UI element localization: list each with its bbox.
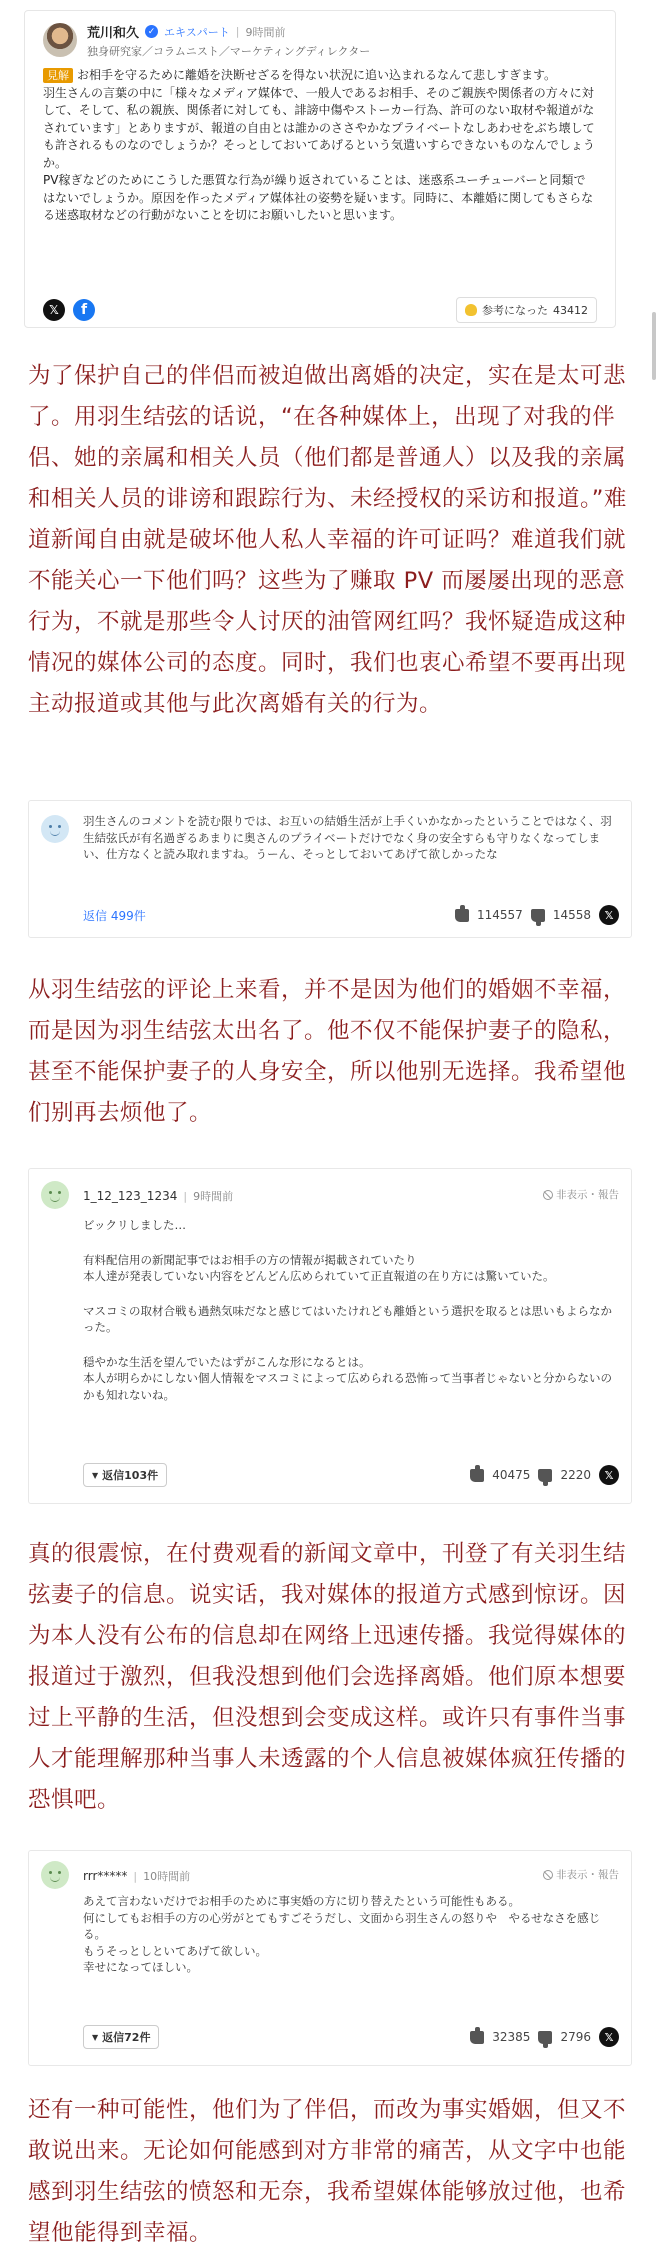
thumbs-up-icon[interactable]: [470, 2031, 484, 2044]
hide-report-label: 非表示・報告: [556, 1869, 619, 1881]
comment-line: あえて言わないだけでお相手のために事実婚の方に切り替えたという可能性もある。: [83, 1894, 520, 1908]
hide-report-button[interactable]: [543, 1867, 619, 1882]
user-comment-card: [28, 800, 632, 938]
comment-line: ビックリしました…: [83, 1218, 187, 1232]
expert-comment-card: [24, 10, 616, 328]
hide-icon: [543, 1190, 553, 1200]
expert-time: 9時間前: [245, 25, 286, 39]
comment-text: [83, 1217, 617, 1403]
user-comment-card: [28, 1850, 632, 2066]
comment-line: 本人が明らかにしない個人情報をマスコミによって広められる恐怖って当事者じゃないと分からないのかも知れないね。: [83, 1371, 612, 1402]
view-tag: 見解: [43, 68, 73, 83]
reply-toggle-button[interactable]: [83, 2025, 159, 2049]
translation-paragraph-2: 从羽生结弦的评论上来看，并不是因为他们的婚姻不幸福，而是因为羽生结弦太出名了。他不仅不能保护妻子的隐私，甚至不能保护妻子的人身安全，所以他别无选择。我希望他们别再去烦他了。: [28, 977, 627, 1126]
comment-line: マスコミの取材合戦も過熱気味だなと感じてはいたけれども離婚という選択を取るとは思いもよらなかった。: [83, 1303, 612, 1334]
expert-paragraph-1: お相手を守るために離婚を決断せざるを得ない状況に追い込まれるなんて悲しすぎます。: [77, 68, 557, 82]
separator: |: [133, 1869, 138, 1883]
downvote-count: 2796: [560, 2030, 591, 2044]
downvote-count: 14558: [552, 908, 591, 922]
user-avatar-icon[interactable]: [41, 1181, 69, 1209]
comment-text: 羽生さんのコメントを読む限りでは、お互いの結婚生活が上手くいかなかったということではなく、羽生結弦氏が有名過ぎるあまりに奥さんのプライベートだけでなく身の安全すらも守りなくなってしまい、仕方なくと読み取れますね。うーん、そっとしておいてあげて欲しかったな: [83, 814, 612, 861]
vote-bar: [470, 2027, 619, 2047]
hide-icon: [543, 1870, 553, 1880]
comment-time: 9時間前: [193, 1190, 234, 1203]
comment-line: 有料配信用の新聞記事ではお相手の方の情報が掲載されていたり: [83, 1252, 417, 1267]
downvote-count: 2220: [560, 1468, 591, 1482]
x-share-icon[interactable]: 𝕏: [599, 1465, 619, 1485]
comment-line: もうそっとしといてあげて欲しい。: [83, 1943, 267, 1958]
thumbs-up-icon[interactable]: [455, 909, 469, 922]
hide-report-label: 非表示・報告: [556, 1189, 619, 1201]
x-share-icon[interactable]: 𝕏: [599, 2027, 619, 2047]
upvote-count: 32385: [492, 2030, 531, 2044]
comment-time: 10時間前: [143, 1870, 191, 1883]
expert-title: 独身研究家／コラムニスト／マーケティングディレクター: [87, 45, 371, 58]
expert-paragraph-2: 羽生さんの言葉の中に「様々なメディア媒体で、一般人であるお相手、そのご親族や関係者の方々に対して、そして、私の親族、関係者に対しても、誹謗中傷やストーカー行為、許可のない取材や報道がなされています」とありますが、報道の自由とは誰かのささやかなプライベートなしあわせをぶち壊しても許されるものなのでしょうか？そっとしておいてあげるという気遣いすらできないものなんでしょうか。: [43, 85, 595, 170]
x-share-icon[interactable]: 𝕏: [43, 299, 65, 321]
user-comment-card: [28, 1168, 632, 1504]
vote-bar: [455, 905, 619, 925]
expert-comment-body: [43, 67, 597, 225]
hide-report-button[interactable]: [543, 1187, 619, 1202]
verified-check-icon: ✓: [145, 25, 158, 38]
translation-paragraph-4: 还有一种可能性，他们为了伴侣，而改为事实婚姻，但又不敢说出来。无论如何能感到对方非常的痛苦，从文字中也能感到羽生结弦的愤怒和无奈，我希望媒体能够放过他，也希望他能得到幸福。: [28, 2097, 627, 2246]
separator: |: [235, 25, 240, 38]
translation-paragraph-1: 为了保护自己的伴侣而被迫做出离婚的决定，实在是太可悲了。用羽生结弦的话说，“在各种媒体上，出现了对我的伴侣、她的亲属和相关人员（他们都是普通人）以及我的亲属和相关人员的诽谤和跟踪行为、未经授权的采访和报道。”难道新闻自由就是破坏他人私人幸福的许可证吗？难道我们就不能关心一下他们吗？这些为了赚取 PV 而屡屡出现的恶意行为，不就是那些令人讨厌的油管网红吗？我怀疑造成这种情况的媒体公司的态度。同时，我们也衷心希望不要再出现主动报道或其他与此次离婚有关的行为。: [28, 363, 627, 717]
helpful-count: 43412: [553, 303, 588, 317]
caret-down-icon: ▼: [92, 2032, 99, 2042]
reply-count-label: 返信103件: [102, 1469, 159, 1482]
expert-paragraph-3: PV稼ぎなどのためにこうした悪質な行為が繰り返されていることは、迷惑系ユーチューバーと同類ではないでしょうか。原因を作ったメディア媒体社の姿勢を疑います。同時に、本離婚に関してもさらなる迷惑取材などの行動がないことを切にお願いしたいと思います。: [43, 173, 594, 222]
facebook-share-icon[interactable]: f: [73, 299, 95, 321]
helpful-button[interactable]: [456, 297, 597, 323]
user-avatar-icon[interactable]: [41, 1861, 69, 1889]
comment-line: 幸せになってほしい。: [83, 1960, 198, 1974]
expert-avatar[interactable]: [43, 23, 77, 57]
expert-meta: [87, 23, 370, 59]
thumbs-down-icon[interactable]: [538, 1469, 552, 1482]
comment-author[interactable]: rrr*****: [83, 1869, 128, 1883]
expert-footer: [43, 297, 597, 323]
comment-text: [83, 1893, 617, 1976]
thumbs-down-icon[interactable]: [538, 2031, 552, 2044]
caret-down-icon: ▼: [92, 1470, 99, 1480]
comment-header: [83, 1188, 233, 1204]
share-buttons: [43, 299, 95, 321]
comment-line: 穏やかな生活を望んでいたはずがこんな形になるとは。: [83, 1354, 371, 1369]
translation-paragraph-3: 真的很震惊，在付费观看的新闻文章中，刊登了有关羽生结弦妻子的信息。说实话，我对媒体的报道方式感到惊讶。因为本人没有公布的信息却在网络上迅速传播。我觉得媒体的报道过于激烈，但我没想到他们会选择离婚。他们原本想要过上平静的生活，但没想到会变成这样。或许只有事件当事人才能理解那种当事人未透露的个人信息被媒体疯狂传播的恐惧吧。: [28, 1541, 627, 1813]
lightbulb-icon: [465, 304, 477, 316]
expert-header: [43, 23, 597, 63]
separator: |: [183, 1189, 188, 1203]
comment-line: 本人達が発表していない内容をどんどん広められていて正直報道の在り方には驚いていた。: [83, 1269, 555, 1283]
helpful-label: 参考になった: [482, 304, 548, 317]
user-avatar-icon[interactable]: [41, 815, 69, 843]
expert-name[interactable]: 荒川和久: [87, 26, 140, 41]
upvote-count: 114557: [477, 908, 523, 922]
reply-toggle-button[interactable]: [83, 1463, 167, 1487]
comment-author[interactable]: 1_12_123_1234: [83, 1189, 178, 1203]
expert-badge: エキスパート: [164, 25, 230, 39]
comment-header: [83, 1868, 190, 1884]
vote-bar: [470, 1465, 619, 1485]
reply-link[interactable]: 返信 499件: [83, 909, 146, 923]
reply-count-label: 返信72件: [102, 2031, 151, 2044]
thumbs-up-icon[interactable]: [470, 1469, 484, 1482]
upvote-count: 40475: [492, 1468, 531, 1482]
comment-line: 何にしてもお相手の方の心労がとてもすごそうだし、文面から羽生さんの怒りや やるせなさを感じる。: [83, 1910, 601, 1941]
scrollbar-thumb[interactable]: [652, 312, 656, 380]
x-share-icon[interactable]: 𝕏: [599, 905, 619, 925]
thumbs-down-icon[interactable]: [531, 909, 545, 922]
